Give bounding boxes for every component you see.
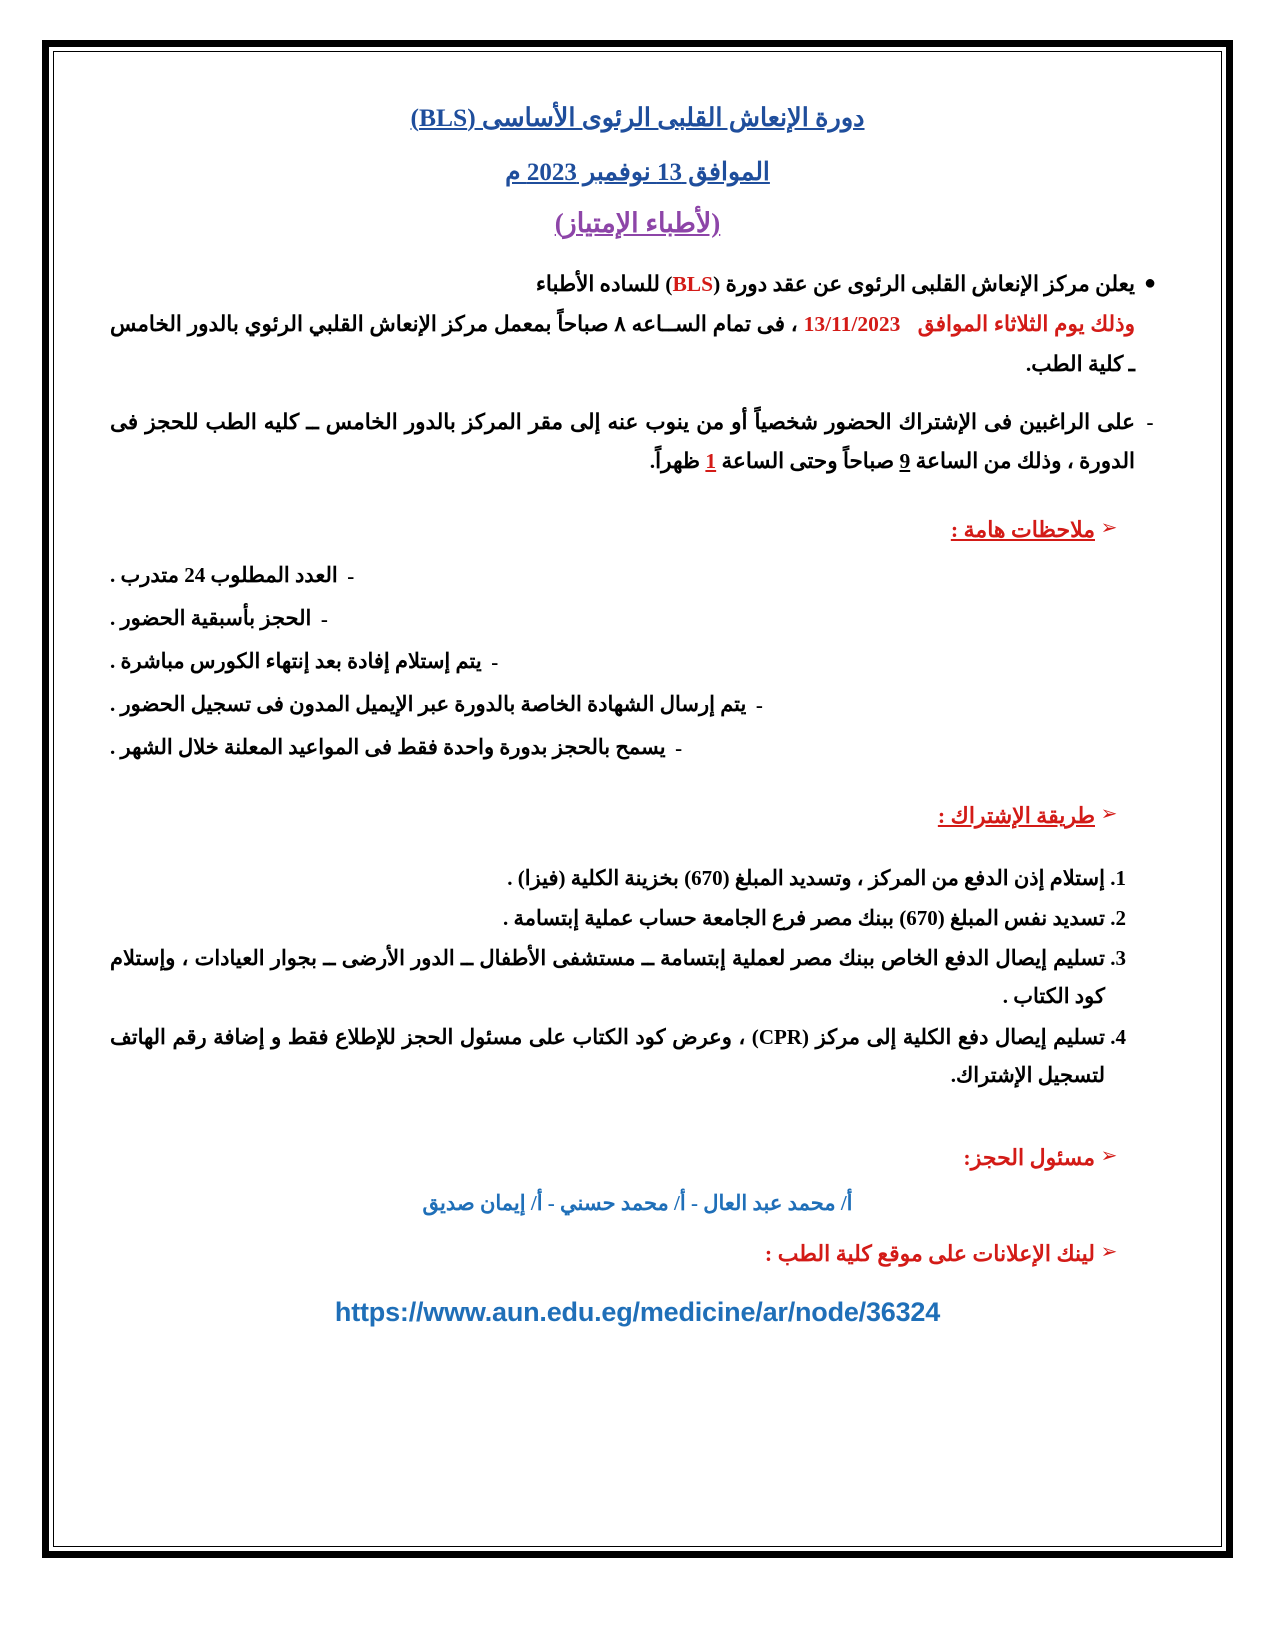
course-date-title: الموافق 13 نوفمبر 2023 م xyxy=(505,158,770,186)
booking-officer-heading: مسئول الحجز: xyxy=(963,1145,1095,1171)
note-item xyxy=(110,600,337,639)
booking-hour-to: 1 xyxy=(705,449,717,474)
arrow-bullet-icon: ➢ xyxy=(1100,517,1118,540)
course-code-bls: BLS xyxy=(672,272,714,297)
booking-hour-from: 9 xyxy=(899,449,911,474)
dash-icon: - xyxy=(320,607,328,632)
course-day-red: وذلك يوم الثلاثاء الموافق xyxy=(917,312,1136,337)
intro-time-location: ، فى تمام الســاعه ٨ صباحاً بمعمل مركز الإنعاش القلبي الرئوي بالدور الخامس ـ كلية الطب. xyxy=(110,312,1135,376)
arrow-bullet-icon: ➢ xyxy=(1100,1145,1118,1168)
dash-icon: - xyxy=(491,650,499,675)
subscription-step: 4. تسليم إيصال دفع الكلية إلى مركز (CPR) ، وعرض كود الكتاب على مسئول الحجز للإطلاع فقط و إضافة رقم الهاتف لتسجيل الإشتراك. xyxy=(110,1018,1105,1094)
title-row-3 xyxy=(110,194,1165,239)
note-text: الحجز بأسبقية الحضور . xyxy=(110,606,312,631)
subscription-heading-row xyxy=(110,798,1123,833)
note-item xyxy=(110,557,364,596)
intro-text-after: ) للساده الأطباء xyxy=(535,272,673,297)
notes-heading-row xyxy=(110,512,1123,547)
arrow-bullet-icon: ➢ xyxy=(1100,1241,1118,1264)
title-row-1 xyxy=(110,96,1165,141)
intro-bullet-row xyxy=(110,265,1165,384)
subscription-steps-list xyxy=(110,859,1131,1094)
subscription-step: 2. تسديد نفس المبلغ (670) ببنك مصر فرع الجامعة حساب عملية إبتسامة . xyxy=(110,899,1105,937)
arrow-bullet-icon: ➢ xyxy=(1100,802,1118,825)
subscription-step: 3. تسليم إيصال الدفع الخاص ببنك مصر لعملية إبتسامة ــ مستشفى الأطفال ــ الدور الأرضى ــ بجوار العيادات ، وإستلام كود الكتاب . xyxy=(110,939,1105,1015)
note-item xyxy=(110,686,772,725)
announcements-url-link[interactable]: https://www.aun.edu.eg/medicine/ar/node/36324 xyxy=(334,1297,941,1328)
notes-list xyxy=(110,553,1165,767)
attendance-text-part-1: على الراغبين فى الإشتراك الحضور شخصياً أو من ينوب عنه إلى مقر المركز بالدور الخامس ــ كليه الطب للحجز فى الدورة ، وذلك من الساعة xyxy=(110,409,1135,474)
booking-officer-heading-row xyxy=(110,1140,1123,1175)
booking-officer-names: أ/ محمد عبد العال - أ/ محمد حسني - أ/ إيمان صديق xyxy=(422,1191,853,1216)
audience-title: (لأطباء الإمتياز) xyxy=(554,208,721,239)
attendance-text-part-2: صباحاً وحتى الساعة xyxy=(716,449,900,474)
announcements-link-heading: لينك الإعلانات على موقع كلية الطب : xyxy=(764,1241,1095,1267)
subscription-heading: طريقة الإشتراك : xyxy=(937,802,1095,828)
note-item xyxy=(110,643,508,682)
dash-icon: - xyxy=(347,564,355,589)
note-text: يسمح بالحجز بدورة واحدة فقط فى المواعيد المعلنة خلال الشهر . xyxy=(110,734,666,759)
title-block xyxy=(110,96,1165,239)
notes-heading: ملاحظات هامة : xyxy=(950,517,1095,543)
title-row-2 xyxy=(110,141,1165,195)
bullet-icon: ● xyxy=(1143,272,1157,295)
intro-text-before: يعلن مركز الإنعاش القلبى الرئوى عن عقد دورة ( xyxy=(713,272,1135,297)
dash-icon: - xyxy=(755,692,763,717)
attendance-row xyxy=(110,403,1165,483)
announcements-link-heading-row xyxy=(110,1236,1123,1271)
attendance-paragraph xyxy=(110,403,1135,483)
attendance-text-part-3: ظهراً. xyxy=(649,449,706,474)
page-title: دورة الإنعاش القلبى الرئوى الأساسى (BLS) xyxy=(410,103,865,132)
dash-icon: - xyxy=(1146,409,1154,434)
document-content xyxy=(62,60,1213,1538)
course-date-red: 13/11/2023 xyxy=(803,312,901,337)
note-text: يتم إستلام إفادة بعد إنتهاء الكورس مباشرة . xyxy=(110,649,482,674)
note-text: العدد المطلوب 24 متدرب . xyxy=(110,563,338,588)
subscription-step: 1. إستلام إذن الدفع من المركز ، وتسديد المبلغ (670) بخزينة الكلية (فيزا) . xyxy=(110,859,1105,897)
note-item xyxy=(110,729,692,768)
intro-paragraph xyxy=(110,265,1135,384)
dash-icon: - xyxy=(675,735,683,760)
note-text: يتم إرسال الشهادة الخاصة بالدورة عبر الإيميل المدون فى تسجيل الحضور . xyxy=(110,691,747,716)
